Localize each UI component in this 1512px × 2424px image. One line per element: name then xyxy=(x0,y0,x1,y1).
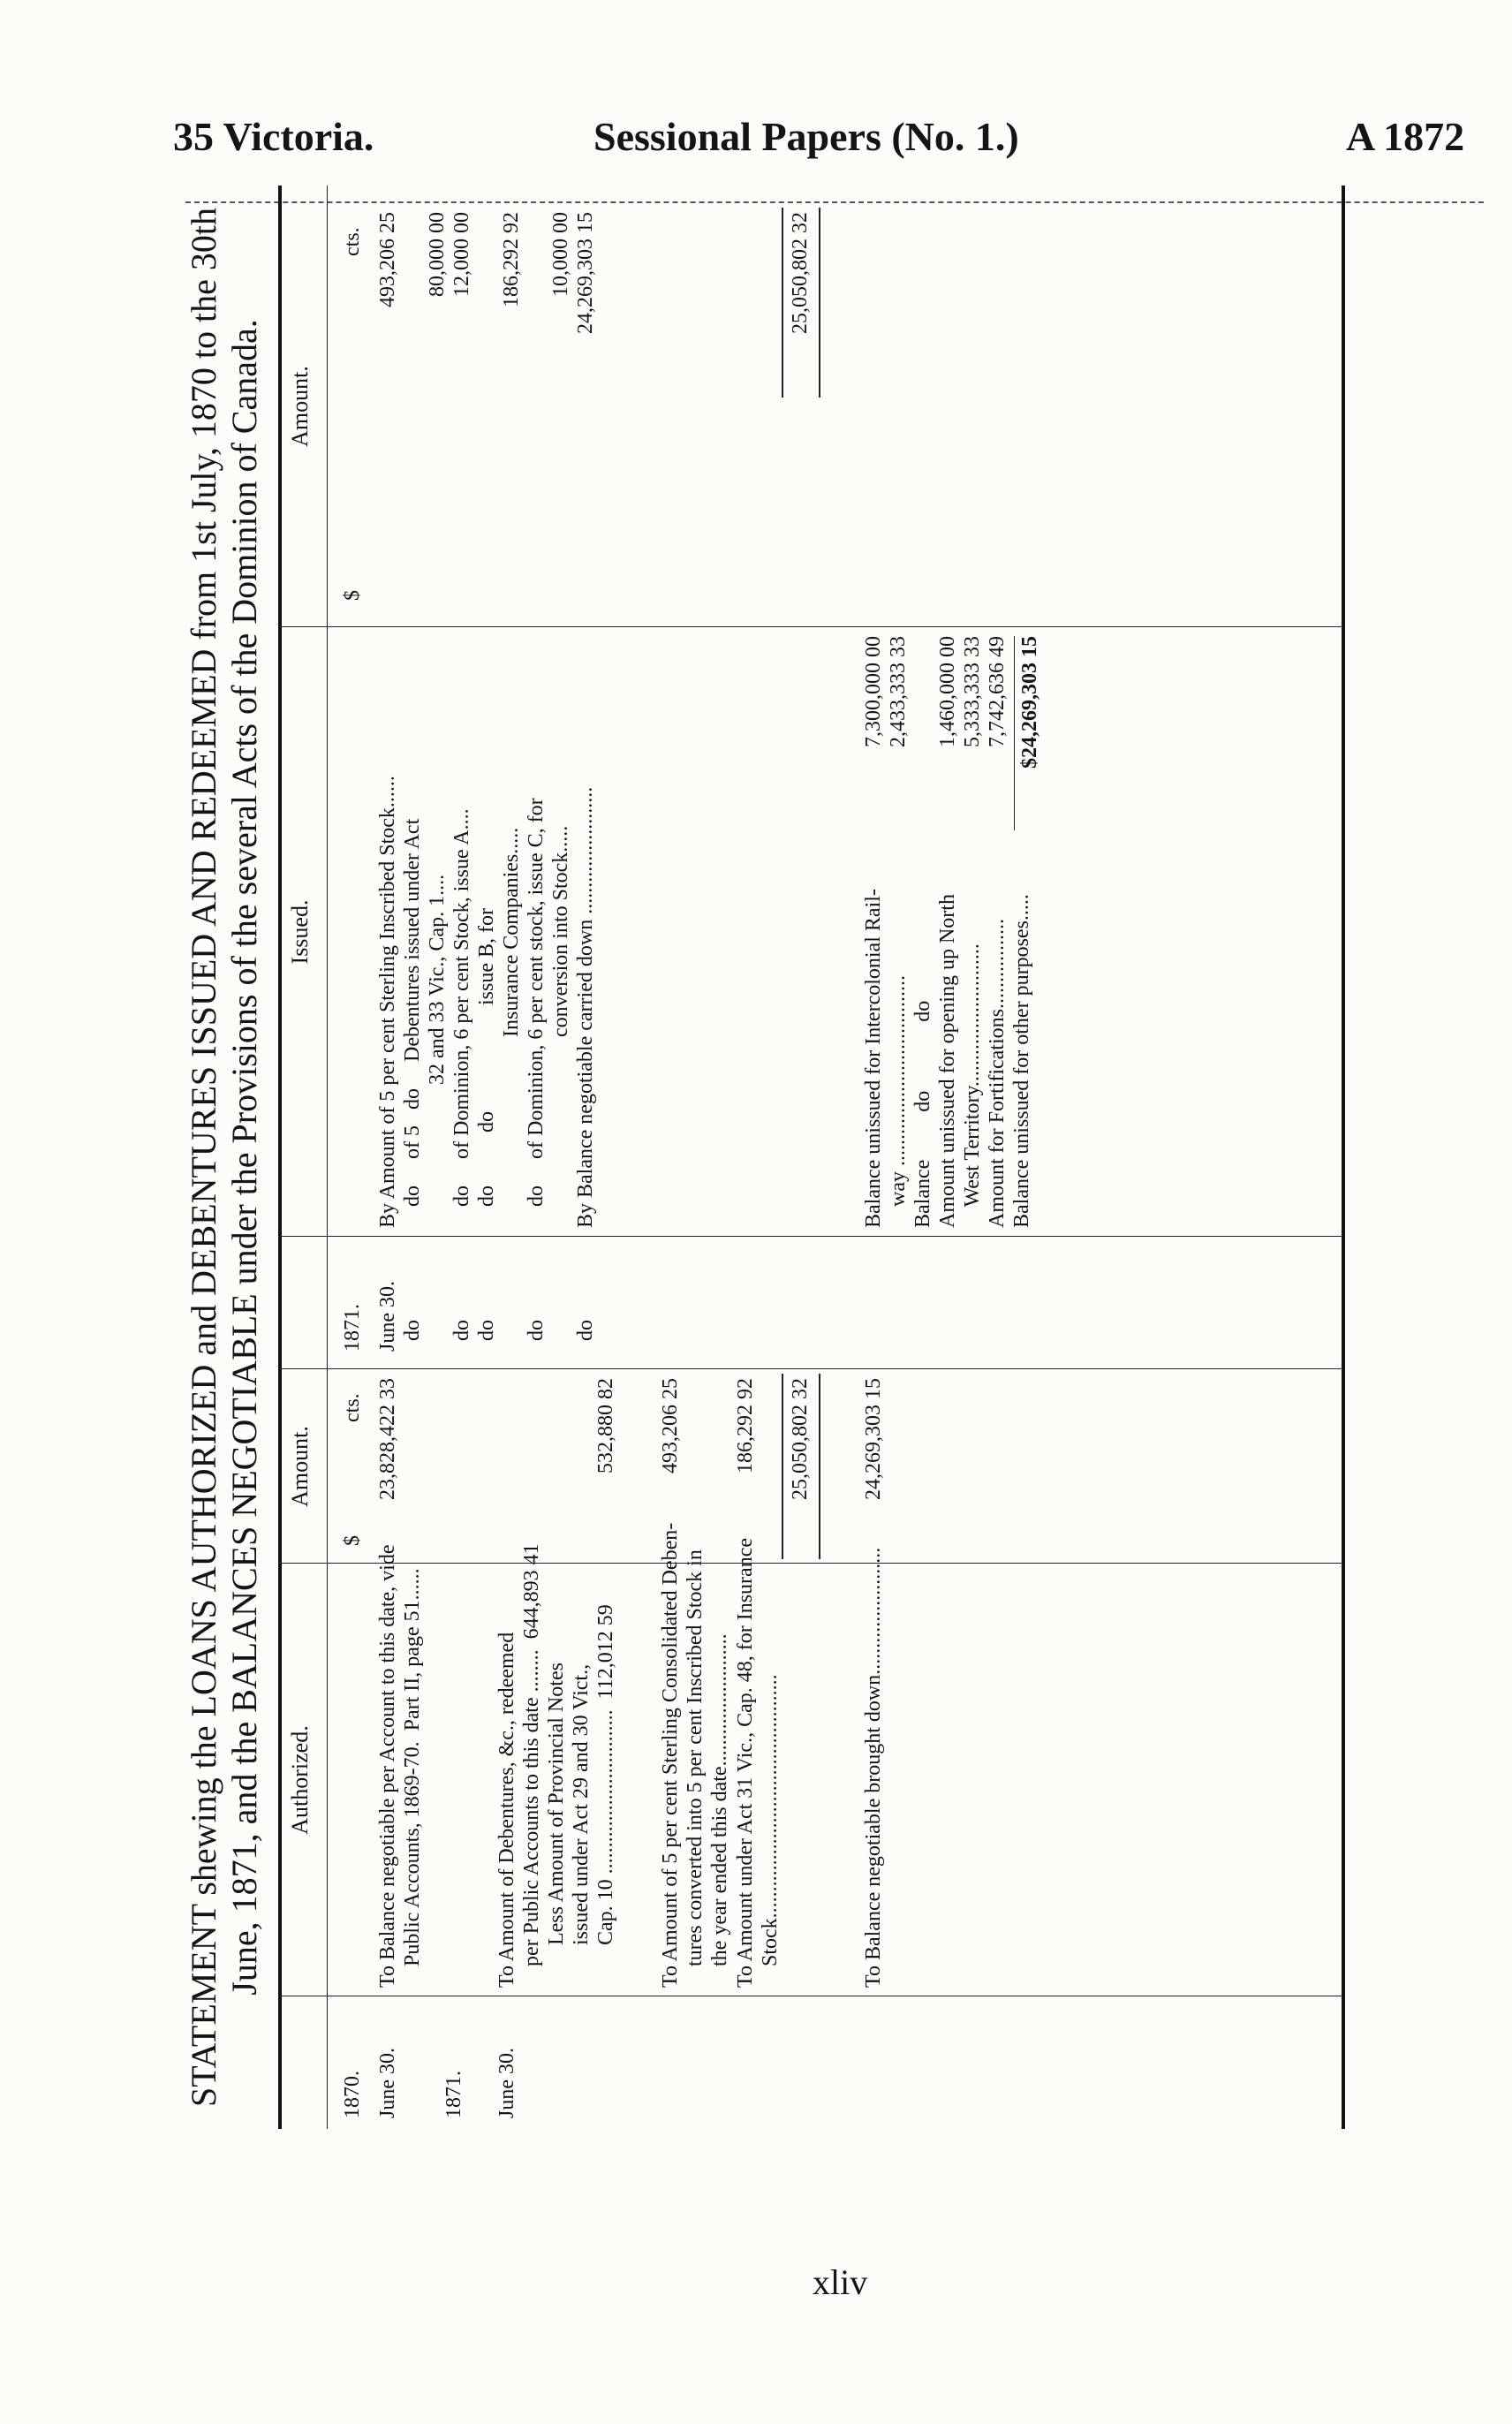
right-dates: June 30. do do do do do xyxy=(376,1281,597,1352)
date-june-30-1870: June 30. xyxy=(376,2048,399,2118)
col-issued: Issued. xyxy=(287,899,313,965)
col-amount-left: Amount. xyxy=(287,1426,313,1507)
amount-balance-negotiable: 23,828,422 33 xyxy=(376,1378,399,1500)
divider-date-right xyxy=(278,1236,1342,1237)
title-line-1: STATEMENT shewing the LOANS AUTHORIZED and DEBENTURES ISSUED AND REDEEMED from 1st July, 1870 to the 30th xyxy=(184,207,223,2108)
cts-left: cts. xyxy=(341,1393,364,1422)
row-insurance-stock: To Amount under Act 31 Vic., Cap. 48, for Insurance Stock.............................................. xyxy=(734,1537,782,1988)
rotated-statement-table xyxy=(177,186,1351,2129)
page-number: xliv xyxy=(813,2262,868,2302)
header-rule-row xyxy=(327,186,328,2129)
date-june-30-1871-left: June 30. xyxy=(495,2048,518,2118)
unissued-amounts: 7,300,000 00 2,433,333 33 1,460,000 00 5,333,333 33 7,742,636 49 xyxy=(862,636,1009,747)
col-authorized: Authorized. xyxy=(287,1725,313,1835)
header-session: 35 Victoria. xyxy=(173,114,374,159)
header-year: A 1872 xyxy=(1346,114,1465,159)
amount-sterling-converted: 493,206 25 xyxy=(659,1378,682,1473)
issued-entries: By Amount of 5 per cent Sterling Inscribed Stock...... do of 5 do Debentures issued under Act 32 and 33 Vic., Cap. 1.... do of Dominion, 6 per cent Stock, issue A.... do do issue B, for Insurance Companies..... do of Dominion, 6 per cent stock, issue C, for conversion into Stock..... By Balance negotiable carried down ........................ xyxy=(376,776,597,1228)
page-header xyxy=(0,113,1512,175)
row-balance-brought-down: To Balance negotiable brought down........................ xyxy=(862,1547,885,1988)
row-sterling-converted: To Amount of 5 per cent Sterling Consolidated Deben- tures converted into 5 per cent Inscribed Stock in the year ended this date......................... xyxy=(659,1522,731,1988)
unissued-entries: Balance unissued for Intercolonial Rail- way .................................... Balance do do Amount unissued for opening up North West Territory........................... Amount for Fortifications................. Balance unissued for other purposes..... xyxy=(862,889,1033,1228)
unissued-sum-rule xyxy=(1014,636,1015,830)
year-1870: 1870. xyxy=(341,2071,364,2118)
dollar-left: $ xyxy=(341,1535,364,1546)
cts-right: cts. xyxy=(341,227,364,256)
issued-amounts: 493,206 25 80,000 00 12,000 00 186,292 92 10,000 00 24,269,303 15 xyxy=(376,212,597,334)
row-balance-negotiable: To Balance negotiable per Account to this date, vide Public Accounts, 1869-70. Part II, page 51...... xyxy=(376,1544,424,1988)
title-line-2: June, 1871, and the BALANCES NEGOTIABLE under the Provisions of the several Acts of the Dominion of Canada. xyxy=(224,319,264,1996)
divider-amount-left xyxy=(278,1368,1342,1369)
row-debentures-redeemed: To Amount of Debentures, &c., redeemed per Public Accounts to this date ........ 644,893 41 Less Amount of Provincial Notes issued under Act 29 and 30 Vict., Cap. 10 ............................... 112,012 59 xyxy=(495,1543,617,1988)
amount-insurance-stock: 186,292 92 xyxy=(734,1378,757,1473)
col-amount-right: Amount. xyxy=(287,366,313,447)
statement-title xyxy=(184,203,265,2111)
left-total: 25,050,802 32 xyxy=(789,1378,812,1500)
year-1871-left: 1871. xyxy=(442,2071,465,2118)
amount-balance-brought-down: 24,269,303 15 xyxy=(862,1378,885,1500)
header-papers: Sessional Papers (No. 1.) xyxy=(593,114,1019,159)
unissued-total: $24,269,303 15 xyxy=(1018,636,1041,769)
dollar-right: $ xyxy=(341,590,364,601)
year-1871-right: 1871. xyxy=(341,1304,364,1352)
right-total: 25,050,802 32 xyxy=(789,212,812,334)
amount-debentures-redeemed: 532,880 82 xyxy=(594,1378,617,1473)
